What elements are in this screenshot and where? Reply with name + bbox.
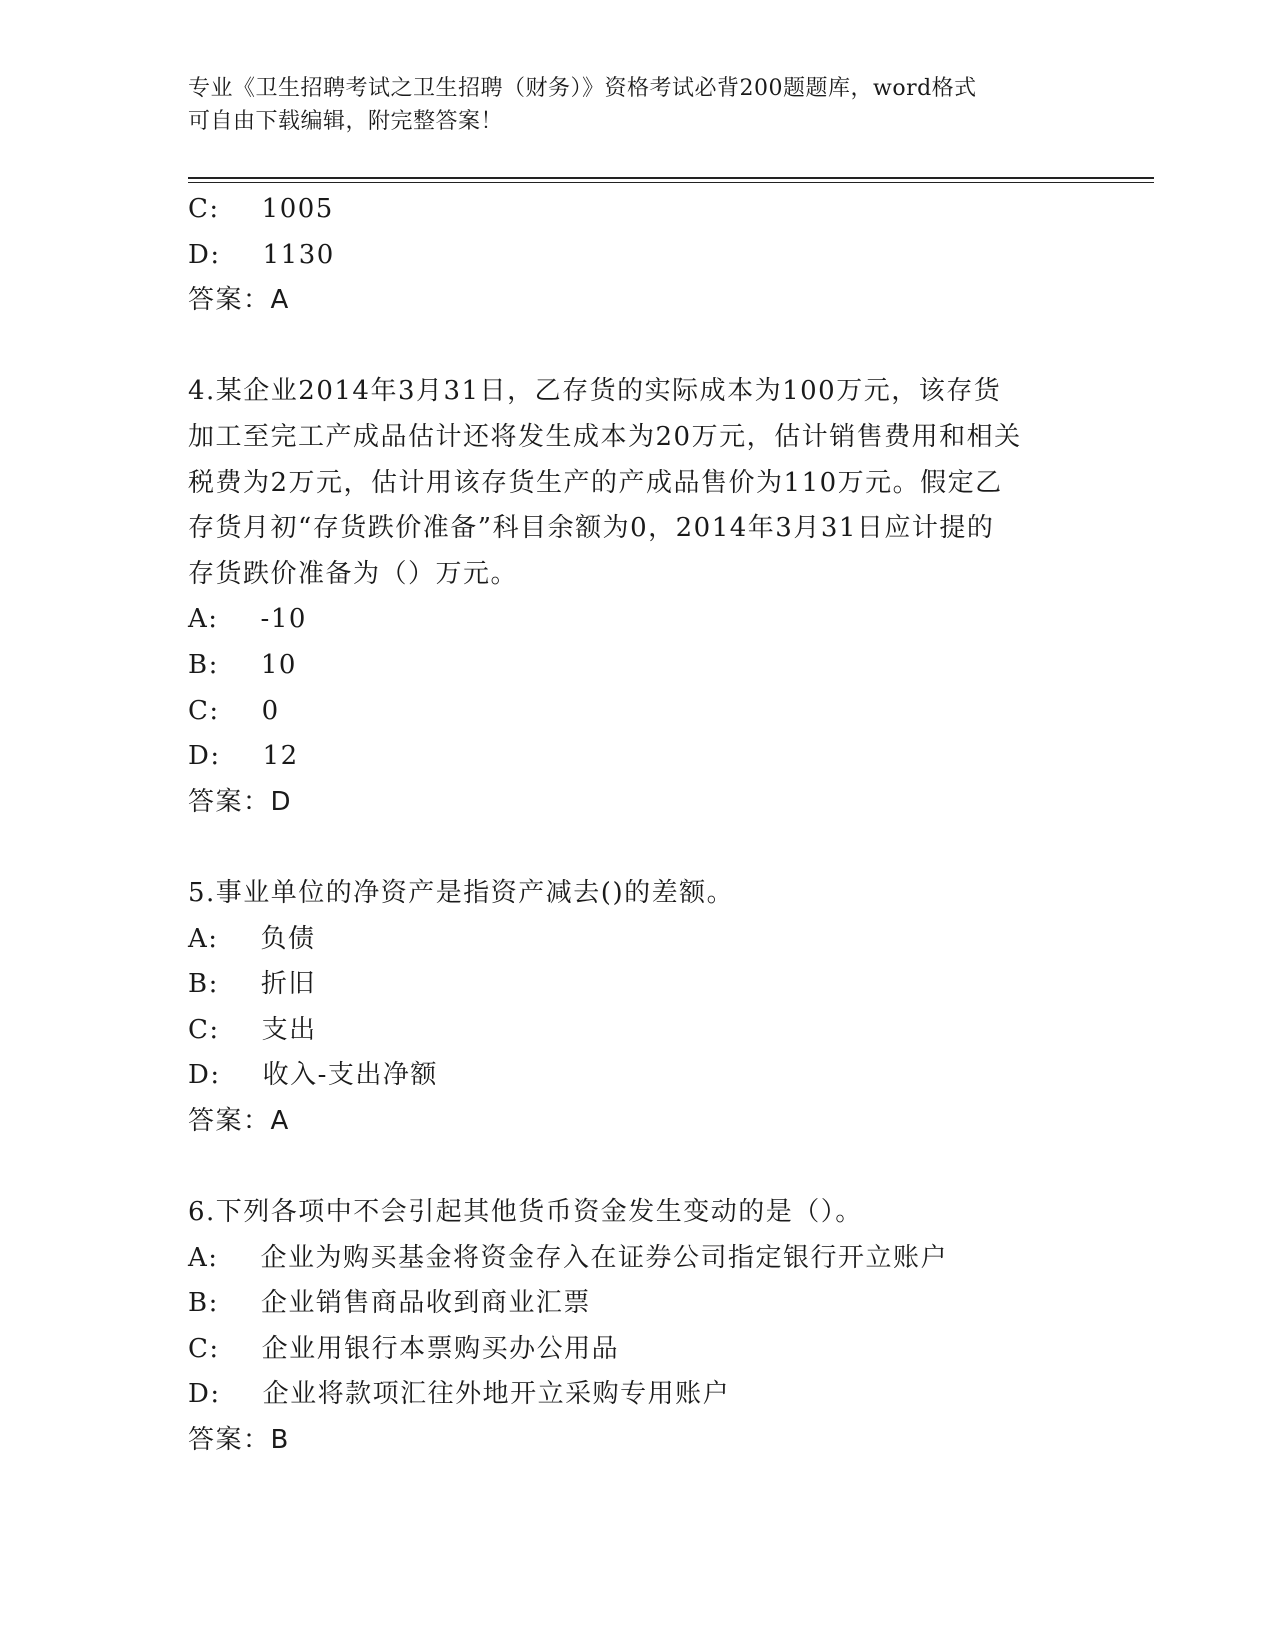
option-a <box>188 597 1088 643</box>
option-text: 折旧 <box>260 969 316 1000</box>
option-letter: D: <box>188 1379 221 1410</box>
option-letter: A: <box>188 923 219 954</box>
question-block-prev <box>188 187 1088 324</box>
option-text: 企业将款项汇往外地开立采购专用账户 <box>262 1379 731 1410</box>
answer-line: 答案：D <box>188 786 293 817</box>
header-divider-thick <box>188 177 1154 179</box>
option-c <box>188 689 1088 735</box>
option-text: 企业销售商品收到商业汇票 <box>260 1288 591 1319</box>
option-text: 1005 <box>261 194 334 224</box>
question-block-4 <box>188 369 1088 825</box>
option-c <box>188 187 1088 233</box>
question-text-line: 6.下列各项中不会引起其他货币资金发生变动的是（）。 <box>188 1197 863 1228</box>
option-letter: D: <box>188 239 221 270</box>
question-text-line: 加工至完工产成品估计还将发生成本为20万元，估计销售费用和相关 <box>188 421 1022 452</box>
question-text-line: 5.事业单位的净资产是指资产减去()的差额。 <box>188 877 735 908</box>
option-text: 12 <box>262 741 299 772</box>
option-letter: C: <box>188 695 220 726</box>
question-text-line: 税费为2万元，估计用该存货生产的产成品售价为110万元。假定乙 <box>188 467 1003 498</box>
option-c <box>188 1327 1088 1373</box>
question-text-line: 存货跌价准备为（）万元。 <box>188 558 519 589</box>
header-divider-thin <box>188 182 1154 183</box>
option-letter: C: <box>188 1333 220 1364</box>
option-a <box>188 1236 1088 1282</box>
header-title-line-2: 可自由下载编辑，附完整答案！ <box>188 109 504 134</box>
question-content <box>188 187 1088 1464</box>
option-letter: A: <box>188 1242 219 1273</box>
option-letter: C: <box>188 194 220 224</box>
option-text: 支出 <box>261 1014 317 1045</box>
option-letter: B: <box>188 1288 219 1319</box>
option-letter: B: <box>188 649 219 680</box>
option-text: 10 <box>260 649 297 680</box>
option-letter: B: <box>188 969 219 1000</box>
option-letter: D: <box>188 741 221 772</box>
document-header <box>188 72 1088 138</box>
option-d <box>188 1053 1088 1099</box>
option-letter: A: <box>188 604 219 635</box>
header-title-line-1: 专业《卫生招聘考试之卫生招聘（财务）》资格考试必背200题题库，word格式 <box>188 76 977 101</box>
option-a <box>188 917 1088 963</box>
option-text: -10 <box>260 604 307 635</box>
option-text: 负债 <box>260 923 316 954</box>
option-b <box>188 643 1088 689</box>
option-text: 1130 <box>262 239 335 270</box>
option-text: 收入-支出净额 <box>262 1060 438 1091</box>
option-c <box>188 1008 1088 1054</box>
question-text-line: 4.某企业2014年3月31日，乙存货的实际成本为100万元，该存货 <box>188 376 1002 407</box>
answer-line: 答案：B <box>188 1425 290 1456</box>
answer-line: 答案：A <box>188 1105 290 1136</box>
option-d <box>188 1372 1088 1418</box>
option-b <box>188 962 1088 1008</box>
answer-line: 答案：A <box>188 285 290 316</box>
option-d <box>188 734 1088 780</box>
question-block-5 <box>188 871 1088 1145</box>
option-text: 企业为购买基金将资金存入在证券公司指定银行开立账户 <box>260 1242 949 1273</box>
option-text: 企业用银行本票购买办公用品 <box>261 1333 620 1364</box>
option-letter: C: <box>188 1014 220 1045</box>
option-letter: D: <box>188 1060 221 1091</box>
question-text-line: 存货月初“存货跌价准备”科目余额为0，2014年3月31日应计提的 <box>188 513 995 544</box>
option-b <box>188 1281 1088 1327</box>
option-text: 0 <box>261 695 280 726</box>
option-d <box>188 233 1088 279</box>
question-block-6 <box>188 1190 1088 1464</box>
